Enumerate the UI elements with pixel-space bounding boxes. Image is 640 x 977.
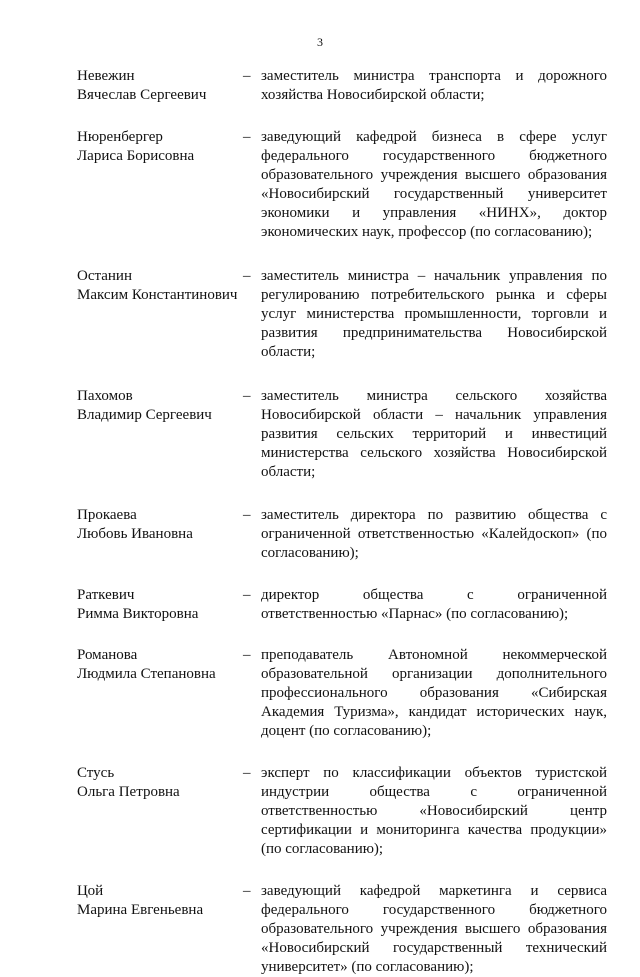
member-given-names: Лариса Борисовна xyxy=(77,148,195,164)
member-given-names: Людмила Степановна xyxy=(77,666,216,682)
separator-dash: – xyxy=(243,68,251,84)
member-name xyxy=(77,764,243,802)
separator-dash: – xyxy=(243,388,251,404)
member-entry xyxy=(77,764,607,859)
member-surname: Невежин xyxy=(77,68,135,84)
member-position: заведующий кафедрой маркетинга и сервиса федерального государственного бюджетного образовательного учреждения высшего образования «Новосибирский государственный технический университет» (по согласованию); xyxy=(261,883,607,975)
member-given-names: Максим Константинович xyxy=(77,287,238,303)
member-name xyxy=(77,267,243,305)
member-surname: Пахомов xyxy=(77,388,133,404)
member-name xyxy=(77,387,243,425)
member-surname: Раткевич xyxy=(77,587,135,603)
member-surname: Прокаева xyxy=(77,507,137,523)
member-entry xyxy=(77,506,607,563)
separator-dash: – xyxy=(243,507,251,523)
member-list xyxy=(77,67,607,977)
member-surname: Нюренбергер xyxy=(77,129,163,145)
member-position: заместитель министра сельского хозяйства Новосибирской области – начальник управления развития сельских территорий и инвестиций министерства сельского хозяйства Новосибирской области; xyxy=(261,388,607,480)
member-surname: Цой xyxy=(77,883,104,899)
member-given-names: Ольга Петровна xyxy=(77,784,180,800)
member-surname: Останин xyxy=(77,268,132,284)
member-position: заместитель министра – начальник управления по регулированию потребительского рынка и сферы услуг министерства промышленности, торговли и развития предпринимательства Новосибирской области; xyxy=(261,268,607,360)
member-position: заведующий кафедрой бизнеса в сфере услуг федерального государственного бюджетного образовательного учреждения высшего образования «Новосибирский государственный университет экономики и управления «НИНХ», доктор экономических наук, профессор (по согласованию); xyxy=(261,129,607,240)
member-name xyxy=(77,506,243,544)
member-entry xyxy=(77,387,607,482)
member-given-names: Марина Евгеньевна xyxy=(77,902,204,918)
member-name xyxy=(77,128,243,166)
member-given-names: Любовь Ивановна xyxy=(77,526,193,542)
member-position: преподаватель Автономной некоммерческой образовательной организации дополнительного профессионального образования «Сибирская Академия Туризма», кандидат исторических наук, доцент (по согласованию); xyxy=(261,647,607,739)
member-given-names: Римма Викторовна xyxy=(77,606,199,622)
member-name xyxy=(77,586,243,624)
page-number: 3 xyxy=(317,35,323,49)
separator-dash: – xyxy=(243,129,251,145)
member-entry xyxy=(77,882,607,977)
member-name xyxy=(77,67,243,105)
member-entry xyxy=(77,67,607,105)
member-name xyxy=(77,882,243,920)
member-position: директор общества с ограниченной ответственностью «Парнас» (по согласованию); xyxy=(261,587,607,622)
member-given-names: Вячеслав Сергеевич xyxy=(77,87,207,103)
member-name xyxy=(77,646,243,684)
member-entry xyxy=(77,646,607,741)
member-given-names: Владимир Сергеевич xyxy=(77,407,212,423)
separator-dash: – xyxy=(243,268,251,284)
separator-dash: – xyxy=(243,587,251,603)
member-entry xyxy=(77,128,607,242)
member-position: эксперт по классификации объектов туристской индустрии общества с ограниченной ответственностью «Новосибирский центр сертификации и мониторинга качества продукции» (по согласованию); xyxy=(261,765,607,857)
separator-dash: – xyxy=(243,765,251,781)
member-entry xyxy=(77,267,607,362)
member-position: заместитель директора по развитию общества с ограниченной ответственностью «Калейдоскоп» (по согласованию); xyxy=(261,507,607,561)
separator-dash: – xyxy=(243,647,251,663)
separator-dash: – xyxy=(243,883,251,899)
member-surname: Романова xyxy=(77,647,138,663)
member-entry xyxy=(77,586,607,624)
member-surname: Стусь xyxy=(77,765,115,781)
member-position: заместитель министра транспорта и дорожного хозяйства Новосибирской области; xyxy=(261,68,607,103)
